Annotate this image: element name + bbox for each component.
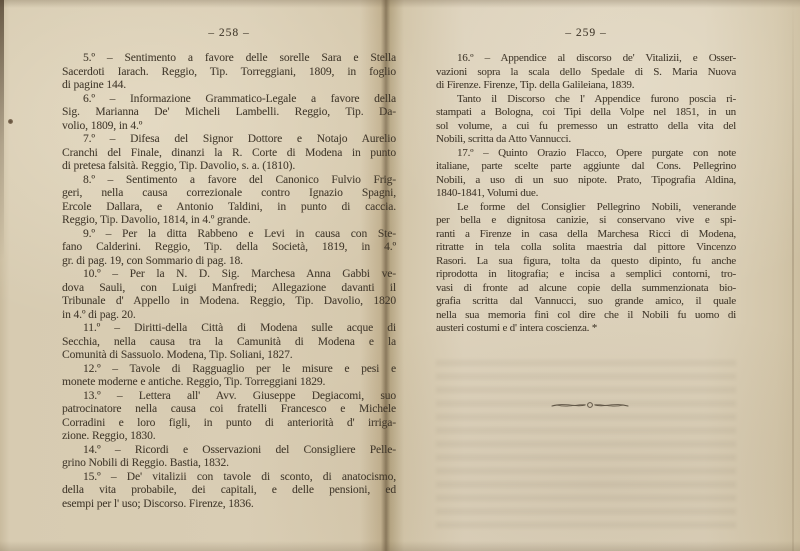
text-line: zione. Reggio, 1830. bbox=[62, 430, 156, 442]
text-line: 10.º – Per la N. D. Sig. Marchesa Anna Gabbi ve- bbox=[83, 268, 396, 280]
paragraph bbox=[62, 52, 396, 93]
text-line: grino Nobili di Reggio. Bastia, 1832. bbox=[62, 457, 229, 469]
text-line: Tanto il Discorso che l' Appendice furono poscia ri- bbox=[457, 92, 736, 105]
left-page-text-column bbox=[62, 52, 396, 511]
text-line: ranti a Firenze in casa della Marchesa Ricci di Modena, bbox=[436, 227, 736, 240]
book-page-left bbox=[0, 0, 396, 551]
paragraph bbox=[62, 471, 396, 512]
paragraph bbox=[436, 52, 736, 93]
paragraph bbox=[62, 228, 396, 269]
paragraph bbox=[62, 322, 396, 363]
paragraph bbox=[436, 147, 736, 201]
text-line: 1840-1841, Volumi due. bbox=[436, 187, 539, 199]
text-line: riprodotta in litografia; e incisa a semplici contorni, tro- bbox=[436, 268, 736, 280]
text-line: di pretesa falsità. Reggio, Tip. Davolio, s. a. (1810). bbox=[62, 160, 296, 172]
paragraph bbox=[62, 363, 396, 390]
text-line: 9.º – Per la ditta Rabbeno e Levi in causa con Ste- bbox=[83, 227, 396, 240]
paragraph bbox=[62, 133, 396, 174]
paragraph bbox=[436, 93, 736, 147]
text-line: grafia scritta dal Vannucci, suo grande amico, il quale bbox=[436, 295, 736, 307]
text-line: fano Calderini. Reggio, Tip. della Società, 1819, in 4.º bbox=[62, 241, 396, 253]
text-line: 14.º – Ricordi e Osservazioni del Consigliere Pelle- bbox=[83, 443, 396, 456]
text-line: 11.º – Diritti-della Città di Modena sulle acque di bbox=[83, 322, 396, 334]
ink-bleedthrough bbox=[436, 360, 736, 530]
text-line: Corradini e loro figli, in punto di anteriorità d' irriga- bbox=[62, 416, 396, 429]
text-line: 5.º – Sentimento a favore delle sorelle Sara e Stella bbox=[83, 52, 396, 64]
text-line: Reggio, Tip. Davolio, 1814, in 4.º grande. bbox=[62, 214, 251, 226]
text-line: 8.º – Sentimento a favore del Canonico Fulvio Frig- bbox=[83, 173, 396, 186]
text-line: in 4.º di pag. 20. bbox=[62, 308, 136, 321]
text-line: Rasori. La sua figura, tolta da questo dipinto, fu anche bbox=[436, 254, 736, 267]
text-line: dova Sauli, con Luigi Manfredi; Allegazione davanti il bbox=[62, 281, 396, 294]
text-line: Secchia, nella causa tra la Camunità di Modena e la bbox=[62, 335, 396, 348]
text-line: sol volume, a cui fu premesso un estratto della vita del bbox=[436, 119, 736, 132]
paragraph bbox=[62, 93, 396, 134]
text-line: patrocinatore nella causa coi fratelli Francesco e Michele bbox=[62, 403, 396, 415]
text-line: 16.º – Appendice al discorso de' Vitalizii, e Osser- bbox=[457, 52, 736, 64]
page-number-right: – 259 – bbox=[565, 27, 607, 39]
text-line: 12.º – Tavole di Ragguaglio per le misure e pesi e bbox=[83, 362, 396, 375]
text-line: esempi per l' uso; Discorso. Firenze, 1836. bbox=[62, 497, 254, 510]
text-line: 6.º – Informazione Grammatico-Legale a favore della bbox=[83, 92, 396, 105]
right-page-text-column bbox=[436, 52, 736, 336]
text-line: 17.º – Quinto Orazio Flacco, Opere purgate con note bbox=[457, 146, 736, 159]
text-line: della vita probabile, dei capitali, e delle pensioni, ed bbox=[62, 484, 396, 496]
text-line: monete moderne e antiche. Reggio, Tip. Torreggiani 1829. bbox=[62, 376, 326, 388]
text-line: 7.º – Difesa del Signor Dottore e Notajo Aurelio bbox=[83, 133, 396, 145]
text-line: vazioni sopra la scala dello Spedale di S. Maria Nuova bbox=[436, 65, 736, 78]
paragraph bbox=[62, 268, 396, 322]
text-line: di Firenze. Firenze, Tip. della Galileiana, 1839. bbox=[436, 79, 635, 91]
text-line: gr. di pag. 19, con Sommario di pag. 18. bbox=[62, 254, 243, 267]
text-line: vasi di fronte ad alcune copie della summenzionata bio- bbox=[436, 281, 736, 294]
divider-flourish-icon bbox=[550, 398, 630, 412]
text-line: ritratte in tela colla solita maestria dal pittore Vincenzo bbox=[436, 241, 736, 253]
text-line: per bella e dignitosa canizie, si conservano vive e spi- bbox=[436, 214, 736, 226]
text-line: Sig. Marianna De' Micheli Lambelli. Reggio, Tip. Da- bbox=[62, 106, 396, 118]
text-line: Tribunale d' Appello in Modena. Reggio, Tip. Davolio, 1820 bbox=[62, 295, 396, 307]
text-line: Le forme del Consiglier Pellegrino Nobili, venerande bbox=[457, 200, 736, 213]
text-line: austeri costumi e d' intera coscienza. * bbox=[436, 322, 598, 334]
book-page-right bbox=[400, 0, 800, 551]
paragraph bbox=[62, 174, 396, 228]
page-number-left: – 258 – bbox=[208, 27, 250, 39]
paragraph bbox=[62, 390, 396, 444]
text-line: italiane, parte scelte parte aggiunte dal Cons. Pellegrino bbox=[436, 160, 736, 172]
text-line: Nobili, a uso di un suo nipote. Prato, Tipografia Aldina, bbox=[436, 173, 736, 186]
text-line: 13.º – Lettera all' Avv. Giuseppe Degiacomi, suo bbox=[83, 389, 396, 402]
paragraph bbox=[436, 201, 736, 336]
text-line: geri, nella causa correzionale contro Ignazio Spagni, bbox=[62, 187, 396, 199]
text-line: volio, 1809, in 4.º bbox=[62, 119, 143, 132]
text-line: nella sua memoria finì col dire che il Nobili fu uomo di bbox=[436, 308, 736, 321]
text-line: Cranchi del Finale, dinanzi la R. Corte di Modena in punto bbox=[62, 146, 396, 159]
text-line: Sacerdoti Iarach. Reggio, Tip. Torreggiani, 1809, in foglio bbox=[62, 65, 396, 78]
text-line: Ercole Dallara, e Antonio Taldini, in punto di caccia. bbox=[62, 200, 396, 213]
paragraph bbox=[62, 444, 396, 471]
text-line: Comunità di Sassuolo. Modena, Tip. Soliani, 1827. bbox=[62, 349, 293, 361]
text-line: di pagine 144. bbox=[62, 79, 127, 91]
text-line: Nobili, scritta da Atto Vannucci. bbox=[436, 133, 571, 145]
text-line: 15.º – De' vitalizii con tavole di sconto, di anatocismo, bbox=[83, 470, 396, 483]
text-line: stampati a Bologna, coi Tipi della Volpe nel 1851, in un bbox=[436, 106, 736, 118]
